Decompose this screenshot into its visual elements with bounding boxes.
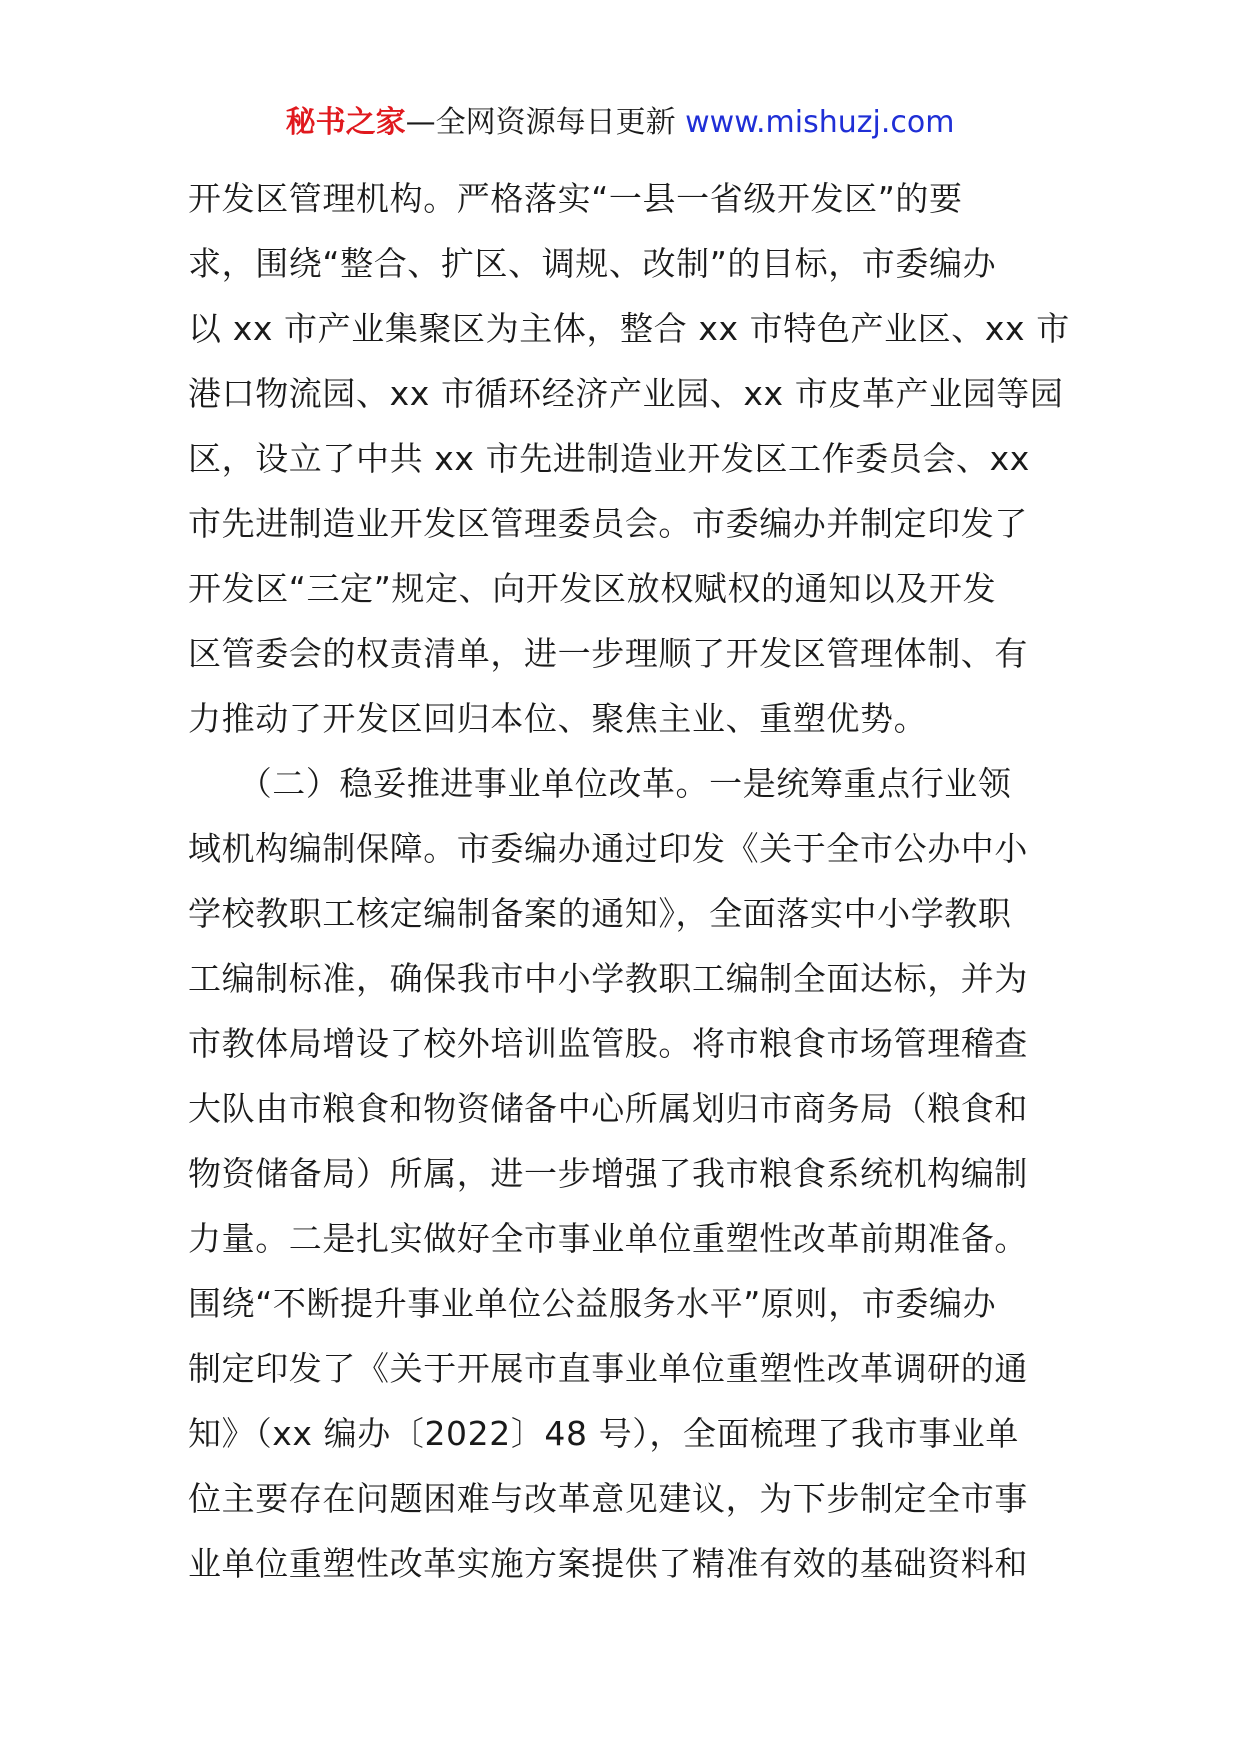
text-line: 开发区管理机构。严格落实“一县一省级开发区”的要 [188,179,963,218]
text-line: 围绕“不断提升事业单位公益服务水平”原则，市委编办 [188,1284,997,1323]
header-tagline: —全网资源每日更新 [405,105,686,140]
text-line: 开发区“三定”规定、向开发区放权赋权的通知以及开发 [188,569,997,608]
text-line: 以 xx 市产业集聚区为主体，整合 xx 市特色产业区、xx 市 [188,309,1070,348]
document-body [188,166,1070,1596]
page-header [0,103,1240,143]
section-heading-line: （二）稳妥推进事业单位改革。一是统筹重点行业领 [188,764,1012,803]
text-line: 求，围绕“整合、扩区、调规、改制”的目标，市委编办 [188,244,997,283]
text-line: 制定印发了《关于开展市直事业单位重塑性改革调研的通 [188,1349,1028,1388]
text-line: 区，设立了中共 xx 市先进制造业开发区工作委员会、xx [188,439,1030,478]
text-line: 业单位重塑性改革实施方案提供了精准有效的基础资料和 [188,1544,1028,1583]
text-line: 知》（xx 编办〔2022〕48 号），全面梳理了我市事业单 [188,1414,1020,1453]
text-line: 物资储备局）所属，进一步增强了我市粮食系统机构编制 [188,1154,1028,1193]
text-line: 港口物流园、xx 市循环经济产业园、xx 市皮革产业园等园 [188,374,1064,413]
text-line: 域机构编制保障。市委编办通过印发《关于全市公办中小 [188,829,1028,868]
text-line: 位主要存在问题困难与改革意见建议，为下步制定全市事 [188,1479,1028,1518]
text-line: 学校教职工核定编制备案的通知》，全面落实中小学教职 [188,894,1012,933]
text-line: 市教体局增设了校外培训监管股。将市粮食市场管理稽查 [188,1024,1028,1063]
website-link[interactable]: www.mishuzj.com [685,105,955,140]
brand-name: 秘书之家 [285,105,406,140]
text-line: 工编制标准，确保我市中小学教职工编制全面达标，并为 [188,959,1028,998]
text-line: 力推动了开发区回归本位、聚焦主业、重塑优势。 [188,699,928,738]
text-line: 力量。二是扎实做好全市事业单位重塑性改革前期准备。 [188,1219,1028,1258]
text-line: 区管委会的权责清单，进一步理顺了开发区管理体制、有 [188,634,1028,673]
text-line: 市先进制造业开发区管理委员会。市委编办并制定印发了 [188,504,1028,543]
text-line: 大队由市粮食和物资储备中心所属划归市商务局（粮食和 [188,1089,1028,1128]
